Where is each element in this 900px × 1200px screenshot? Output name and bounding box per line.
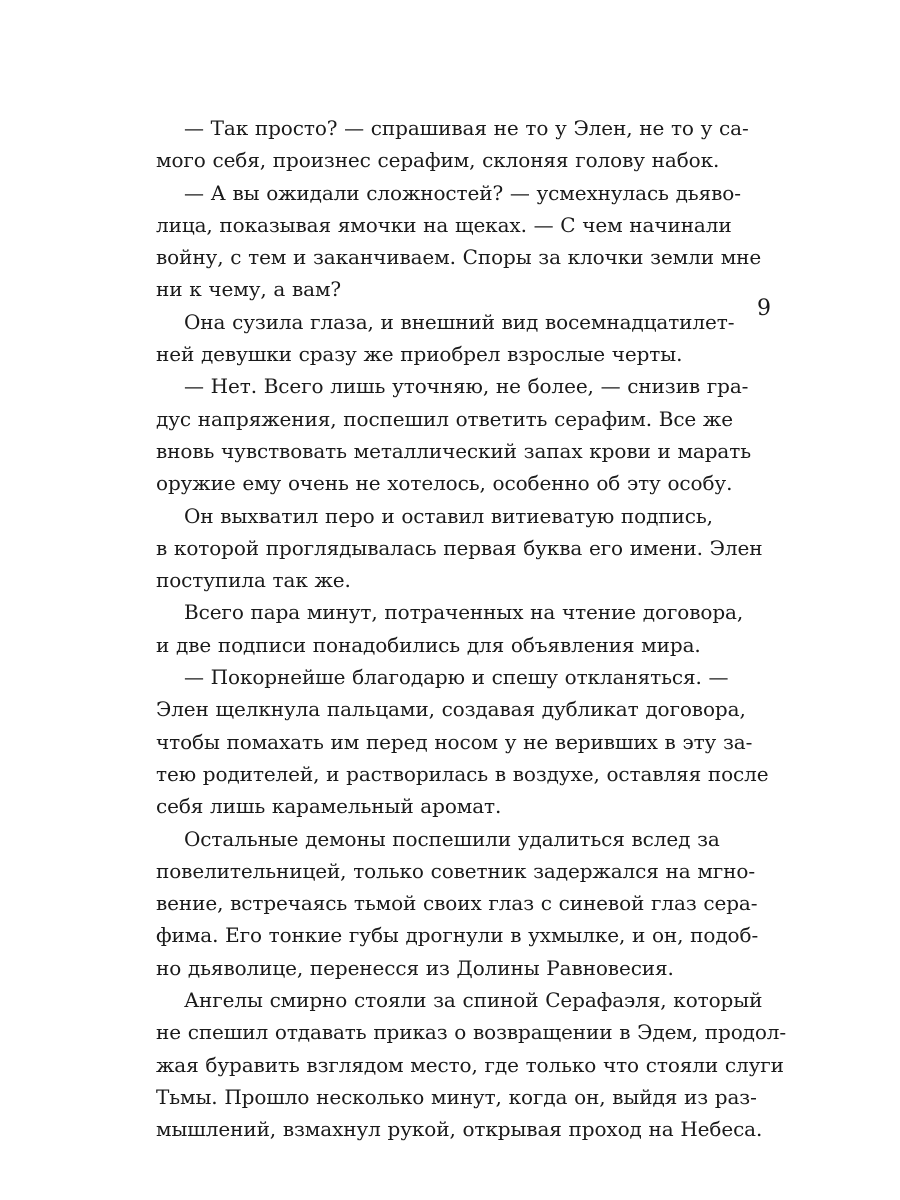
text-line: Ангелы смирно стояли за спиной Серафаэля, который — [184, 988, 763, 1013]
paragraph — [156, 306, 735, 371]
text-line: Тьмы. Прошло несколько минут, когда он, выйдя из раз- — [156, 1084, 757, 1109]
text-line: но дьяволице, перенесся из Долины Равновесия. — [156, 955, 674, 980]
text-line: не спешил отдавать приказ о возвращении в Эдем, продол- — [156, 1020, 787, 1045]
text-line: фима. Его тонкие губы дрогнули в ухмылке, и он, подоб- — [156, 923, 759, 948]
text-line: жая буравить взглядом место, где только что стояли слуги — [156, 1052, 784, 1077]
text-line: мого себя, произнес серафим, склоняя голову набок. — [156, 148, 720, 173]
text-line: вение, встречаясь тьмой своих глаз с синевой глаз сера- — [156, 891, 758, 916]
paragraph — [156, 984, 787, 1145]
text-line: поступила так же. — [156, 568, 351, 593]
text-line: мышлений, взмахнул рукой, открывая проход на Небеса. — [156, 1117, 763, 1142]
text-line: в которой проглядывалась первая буква его имени. Элен — [156, 535, 763, 560]
paragraph — [156, 177, 762, 306]
paragraph — [156, 112, 749, 177]
text-line: Элен щелкнула пальцами, создавая дубликат договора, — [156, 697, 746, 722]
paragraph — [156, 823, 759, 984]
text-line: и две подписи понадобились для объявления мира. — [156, 632, 701, 657]
text-line: себя лишь карамельный аромат. — [156, 794, 502, 819]
text-line: Всего пара минут, потраченных на чтение договора, — [184, 600, 744, 625]
text-line: — Так просто? — спрашивая не то у Элен, не то у са- — [184, 116, 749, 140]
text-line: ней девушки сразу же приобрел взрослые черты. — [156, 342, 683, 367]
body-text — [156, 112, 787, 1146]
text-line: вновь чувствовать металлический запах крови и марать — [156, 438, 752, 463]
text-line: — Нет. Всего лишь уточняю, не более, — снизив гра- — [184, 374, 749, 399]
text-line: чтобы помахать им перед носом у не веривших в эту за- — [156, 729, 753, 754]
text-line: лица, показывая ямочки на щеках. — С чем начинали — [156, 212, 732, 237]
text-line: — А вы ожидали сложностей? — усмехнулась дьяво- — [184, 180, 741, 205]
page-number: 9 — [757, 296, 771, 321]
text-line: дус напряжения, поспешил ответить серафим. Все же — [156, 406, 733, 431]
text-line: Он выхватил перо и оставил витиеватую подпись, — [184, 503, 713, 528]
text-line: Остальные демоны поспешили удалиться вслед за — [184, 826, 720, 851]
text-line: повелительницей, только советник задержался на мгно- — [156, 858, 755, 883]
text-line: войну, с тем и заканчиваем. Споры за клочки земли мне — [156, 245, 762, 270]
paragraph — [156, 596, 744, 661]
paragraph — [156, 500, 763, 597]
paragraph — [156, 370, 752, 499]
text-line: оружие ему очень не хотелось, особенно об эту особу. — [156, 471, 733, 496]
text-line: Она сузила глаза, и внешний вид восемнадцатилет- — [184, 309, 735, 334]
text-line: тею родителей, и растворилась в воздухе, оставляя после — [156, 761, 769, 786]
text-line: — Покорнейше благодарю и спешу откланяться. — — [184, 665, 729, 690]
paragraph — [156, 661, 769, 822]
text-line: ни к чему, а вам? — [156, 277, 342, 302]
